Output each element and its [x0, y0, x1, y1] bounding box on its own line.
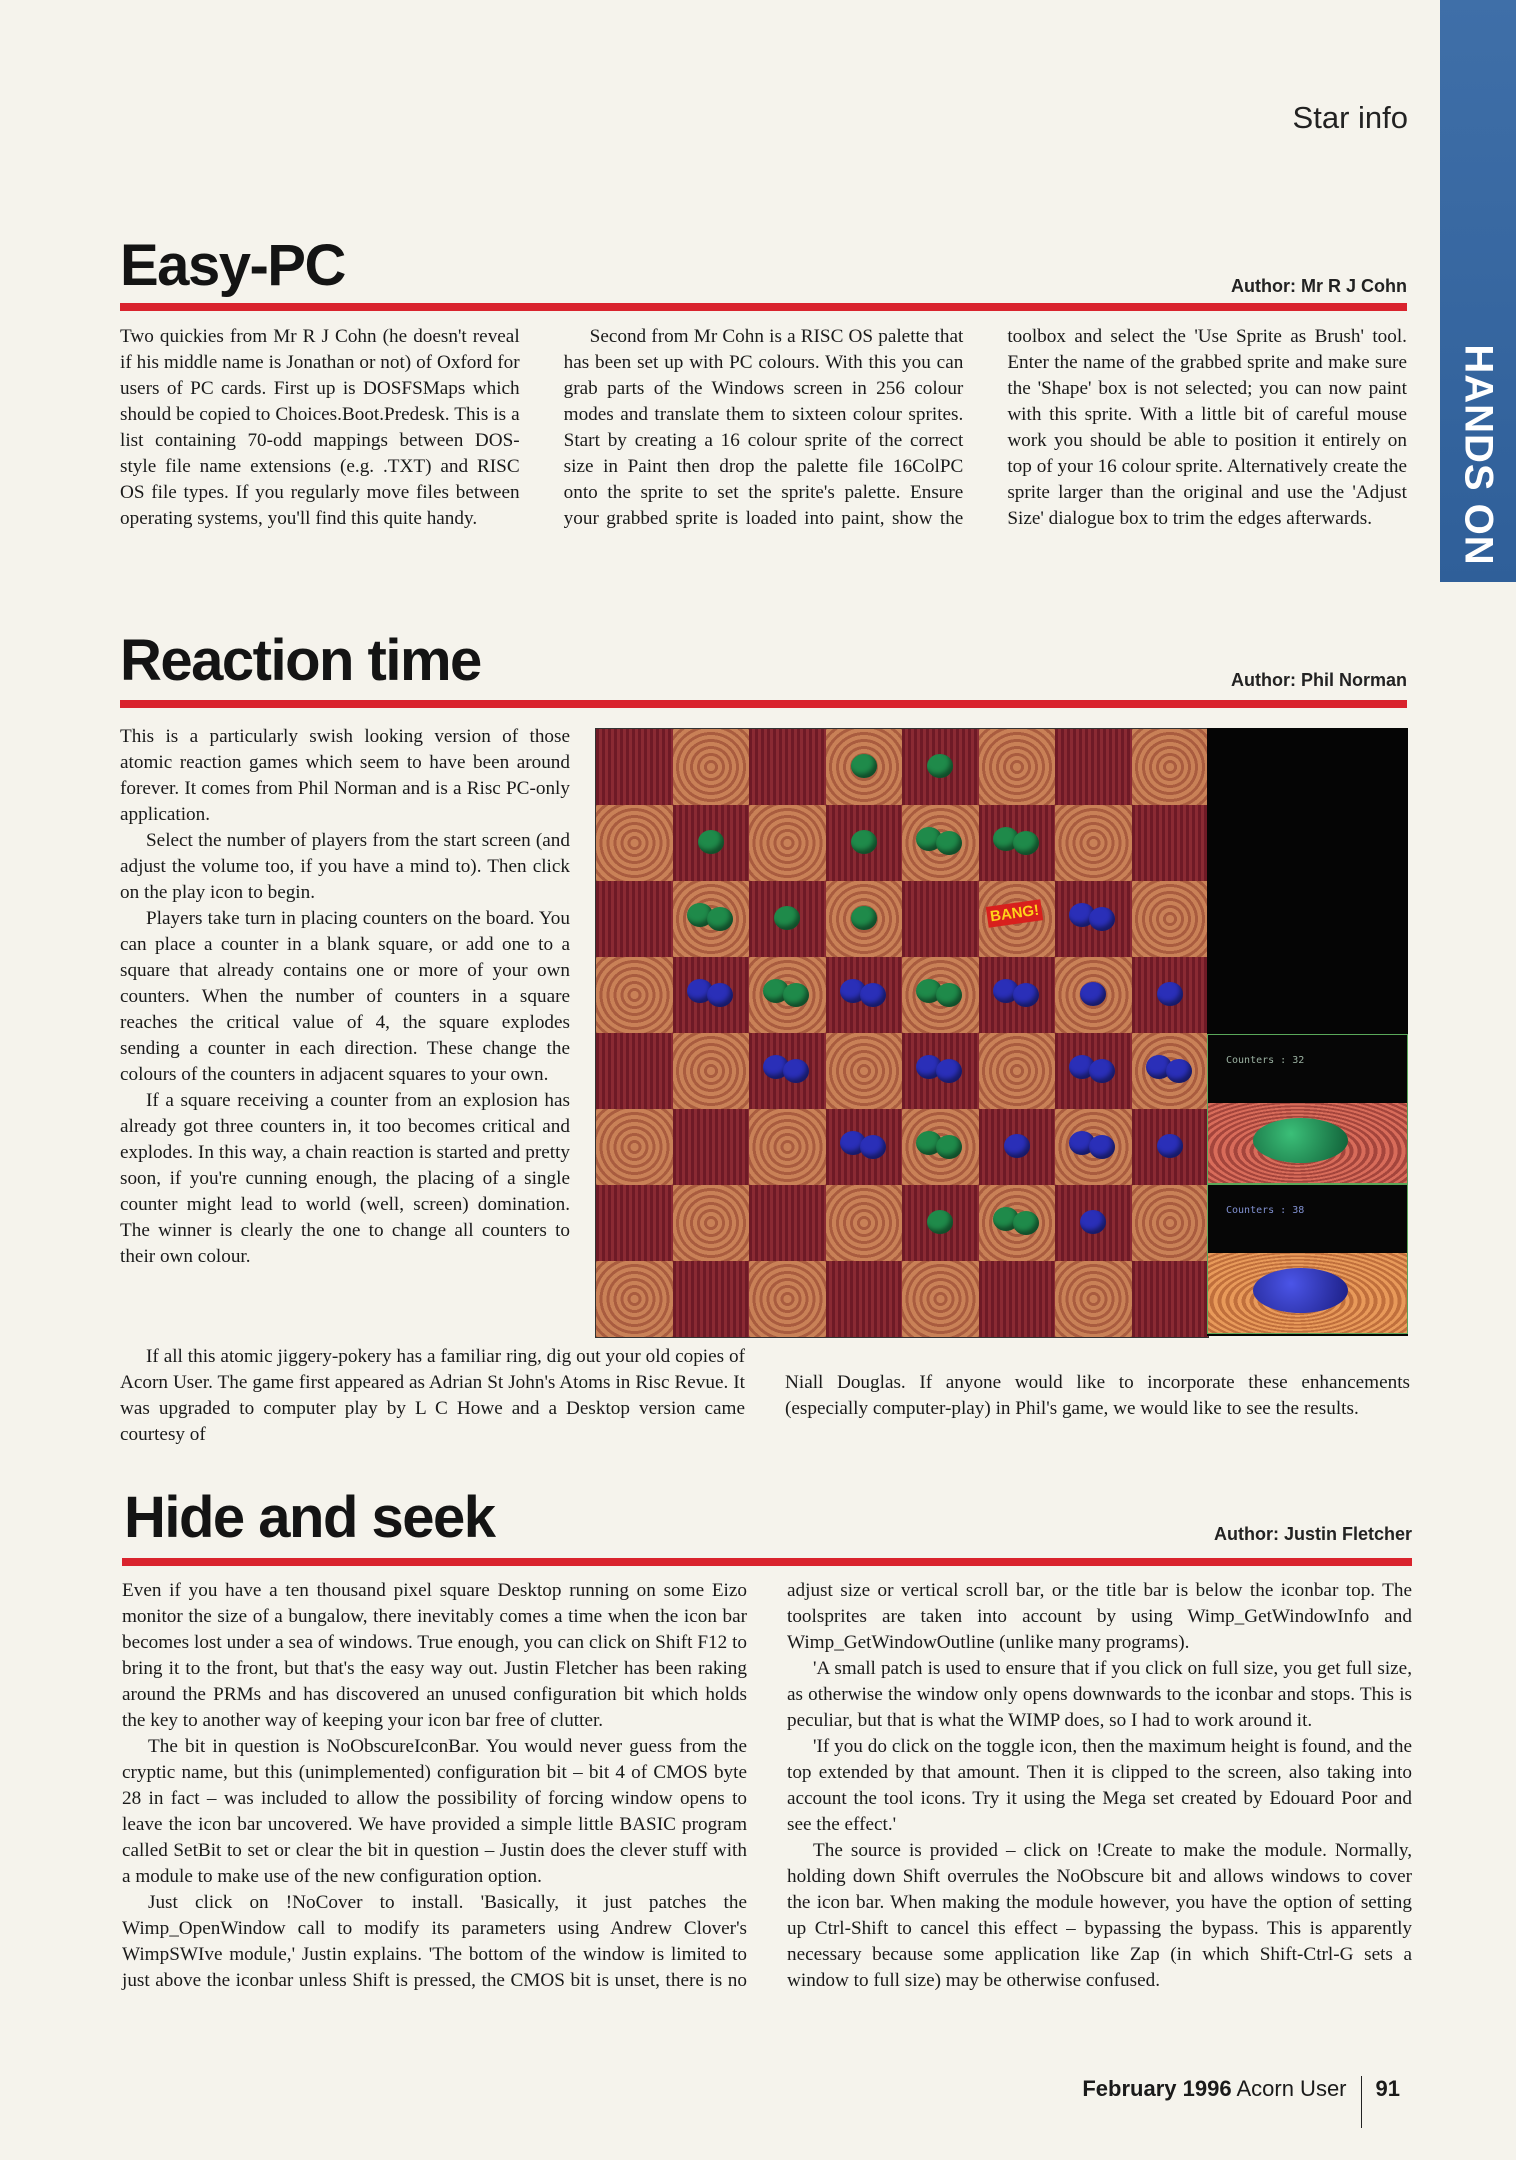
board-cell [1132, 805, 1209, 881]
game-board-screenshot [595, 728, 1209, 1338]
board-cell [826, 729, 903, 805]
board-cell [1132, 881, 1209, 957]
article-body-reaction-bottom-left [120, 1344, 745, 1448]
article-body-easy-pc [120, 324, 1407, 532]
section-label: Star info [1292, 100, 1408, 135]
board-cell [826, 1261, 903, 1337]
board-cell [673, 881, 750, 957]
paragraph: 'A small patch is used to ensure that if you click on full size, you get full size, as otherwise the window only opens downwards to the iconbar and stops. This is peculiar, but that is what the WIMP does, so I had to work around it. [787, 1658, 1412, 1731]
player2-counters: Counters : 38 [1226, 1205, 1305, 1216]
author-reaction-time: Author: Phil Norman [1231, 670, 1407, 690]
board-cell [749, 1261, 826, 1337]
board-cell [673, 805, 750, 881]
article-title-reaction-time: Reaction time [120, 628, 481, 693]
board-cell [826, 1109, 903, 1185]
counter [936, 1135, 962, 1159]
board-cell [979, 957, 1056, 1033]
paragraph: Two quickies from Mr R J Cohn (he doesn't reveal if his middle name is Jonathan or not) of Oxford for users of PC cards. First up is DOSFSMaps which should be copied to Choices.Boot.Predesk. This is a list containing 70-odd mappings between DOS-style file name extensions (e.g. .TXT) and RISC OS file types. If you regularly move files between operating systems, you'll find this quite handy. [120, 326, 520, 529]
board-cell [979, 1185, 1056, 1261]
paragraph: Niall Douglas. If anyone would like to incorporate these enhancements (especially computer-play) in Phil's game, we would like to see the results. [785, 1372, 1410, 1419]
counter [1157, 1134, 1183, 1158]
board-cell [596, 957, 673, 1033]
board-cell [902, 957, 979, 1033]
article-title-easy-pc: Easy-PC [120, 233, 345, 298]
paragraph: Second from Mr Cohn is a RISC OS palette that has been set up with PC colours. With this you can grab parts of the Windows screen in 256 colour modes and translate them to sixteen colour sprites. Start by creating a 16 colour sprite of the correct size in Paint then drop the palette file 16ColPC onto the sprite to set the sprite's palette. Ensure your grabbed sprite is loaded into paint, show the toolbox and select the 'Use Sprite as Brush' tool. Enter the name of the grabbed sprite and make sure the 'Shape' box is not selected; you can now paint with this sprite. With a little bit of careful mouse work you should be able to position it entirely on top of your 16 colour sprite. Alternatively create the sprite larger than the original and use the 'Adjust Size' dialogue box to trim the edges afterwards. [563, 326, 1407, 529]
counter [1004, 1134, 1030, 1158]
board-cell [826, 805, 903, 881]
board-cell [596, 729, 673, 805]
paragraph: If a square receiving a counter from an explosion has already got three counters in, it too becomes critical and explodes. In this way, a chain reaction is started and pretty soon, if you're cunning enough, the placing of a single counter might lead to world (well, screen) domination. The winner is clearly the one to change all counters to their own colour. [120, 1090, 570, 1267]
board-cell [673, 1185, 750, 1261]
counter [1013, 831, 1039, 855]
divider-rule [120, 700, 1407, 708]
board-cell [979, 1033, 1056, 1109]
board-cell [902, 881, 979, 957]
board-cell [596, 1261, 673, 1337]
bang-explosion: BANG! [985, 899, 1043, 927]
paragraph: Select the number of players from the start screen (and adjust the volume too, if you have a mind to). Then click on the play icon to begin. [120, 830, 570, 903]
footer-divider [1361, 2076, 1362, 2128]
board-cell [1132, 1261, 1209, 1337]
counter [1089, 1135, 1115, 1159]
paragraph: If all this atomic jiggery-pokery has a familiar ring, dig out your old copies of Acorn User. The game first appeared as Adrian St John's Atoms in Risc Revue. It was upgraded to computer play by L C Howe and a Desktop version came courtesy of [120, 1346, 745, 1445]
counter [1089, 1059, 1115, 1083]
paragraph: The source is provided – click on !Create to make the module. Normally, holding down Shift overrules the NoObscure bit and allows windows to cover the icon bar. When making the module however, you have the option of setting up Ctrl-Shift to cancel this effect – bypassing the bypass. This is apparently necessary because some application like Zap (in which Shift-Ctrl-G sets a window to full size) may be otherwise confused. [787, 1840, 1412, 1991]
board-cell [1132, 729, 1209, 805]
counter [1157, 982, 1183, 1006]
tab-label: HANDS ON [1456, 344, 1501, 566]
board-cell [749, 1185, 826, 1261]
board-cell [1055, 805, 1132, 881]
counter [927, 754, 953, 778]
player1-panel [1207, 1034, 1408, 1184]
board-cell [979, 805, 1056, 881]
board-cell [673, 1033, 750, 1109]
board-cell [1055, 1109, 1132, 1185]
board-cell [1132, 1033, 1209, 1109]
board-cell [826, 881, 903, 957]
counter [936, 1059, 962, 1083]
divider-rule [120, 303, 1407, 311]
counter [783, 983, 809, 1007]
counter [851, 906, 877, 930]
counter [1080, 1210, 1106, 1234]
board-cell [749, 1109, 826, 1185]
counter [860, 1135, 886, 1159]
counter [1013, 1211, 1039, 1235]
counter [707, 907, 733, 931]
magazine-name: Acorn User [1236, 2076, 1347, 2101]
board-cell [902, 1261, 979, 1337]
board-cell [673, 1261, 750, 1337]
board-cell [749, 805, 826, 881]
counter [1080, 982, 1106, 1006]
board-cell [596, 805, 673, 881]
player1-counters: Counters : 32 [1226, 1055, 1305, 1066]
paragraph: Players take turn in placing counters on the board. You can place a counter in a blank square, or add one to a square that already contains one or more of your own counters. When the number of counters in a square reaches the critical value of 4, the square explodes sending a counter in each direction. These change the colours of the counters in adjacent squares to your own. [120, 908, 570, 1085]
board-cell [902, 1185, 979, 1261]
board-cell [1055, 1033, 1132, 1109]
paragraph: This is a particularly swish looking version of those atomic reaction games which seem to have been around forever. It comes from Phil Norman and is a Risc PC-only application. [120, 726, 570, 825]
board-cell [902, 1033, 979, 1109]
counter [698, 830, 724, 854]
board-cell [979, 1261, 1056, 1337]
board-cell [826, 1033, 903, 1109]
author-easy-pc: Author: Mr R J Cohn [1231, 276, 1407, 296]
board-cell [749, 729, 826, 805]
counter [1089, 907, 1115, 931]
green-counter-image [1253, 1118, 1348, 1163]
board-cell [979, 881, 1056, 957]
board-cell [1055, 729, 1132, 805]
counter [927, 1210, 953, 1234]
board-cell [902, 729, 979, 805]
board-cell [826, 957, 903, 1033]
article-body-hide-and-seek [122, 1578, 1412, 1994]
divider-rule [122, 1558, 1412, 1566]
board-cell [596, 881, 673, 957]
page-number: 91 [1375, 2076, 1400, 2101]
board-cell [1132, 1185, 1209, 1261]
board-cell [902, 1109, 979, 1185]
board-cell [902, 805, 979, 881]
board-cell [673, 729, 750, 805]
board-cell [596, 1185, 673, 1261]
hands-on-tab [1440, 0, 1516, 582]
board-cell [673, 957, 750, 1033]
board-cell [1055, 881, 1132, 957]
blue-counter-image [1253, 1268, 1348, 1313]
counter [1166, 1059, 1192, 1083]
article-body-reaction-bottom-right [785, 1370, 1410, 1422]
counter [936, 983, 962, 1007]
counter [851, 754, 877, 778]
board-cell [1055, 957, 1132, 1033]
counter [774, 906, 800, 930]
board-cell [979, 729, 1056, 805]
board-cell [1055, 1261, 1132, 1337]
page-footer [900, 2076, 1400, 2128]
board-cell [596, 1033, 673, 1109]
board-cell [596, 1109, 673, 1185]
paragraph: Even if you have a ten thousand pixel square Desktop running on some Eizo monitor the size of a bungalow, there inevitably comes a time when the icon bar becomes lost under a sea of windows. True enough, you can click on Shift F12 to bring it to the front, but that's the easy way out. Justin Fletcher has been raking around the PRMs and has discovered an unused configuration bit which holds the key to another way of keeping your icon bar free of clutter. [122, 1580, 747, 1731]
board-cell [1055, 1185, 1132, 1261]
board-cell [673, 1109, 750, 1185]
counter [936, 831, 962, 855]
board-cell [1132, 957, 1209, 1033]
paragraph: Just click on !NoCover to install. 'Basically, it just patches the Wimp_OpenWindow call to modify its parameters using Andrew Clover's WimpSWIve module,' Justin explains. 'The bottom of the window is limited to just above the iconbar unless Shift is pressed, the CMOS bit is unset, there is no adjust size or vertical scroll bar, or the title bar is below the iconbar top. The toolsprites are taken into account by using Wimp_GetWindowInfo and Wimp_GetWindowOutline (unlike many programs). [122, 1580, 1412, 1991]
author-hide-and-seek: Author: Justin Fletcher [1213, 1524, 1412, 1544]
counter [1013, 983, 1039, 1007]
player2-panel [1207, 1184, 1408, 1334]
paragraph: The bit in question is NoObscureIconBar. You would never guess from the cryptic name, but this (unimplemented) configuration bit – bit 4 of CMOS byte 28 in fact – was included to allow the possibility of forcing window opens to leave the icon bar uncovered. We have provided a simple little BASIC program called SetBit to set or clear the bit in question – Justin does the clever stuff with a module to make use of the new configuration option. [122, 1736, 747, 1887]
issue-date: February 1996 [1082, 2076, 1232, 2101]
counter [783, 1059, 809, 1083]
board-cell [826, 1185, 903, 1261]
counter [707, 983, 733, 1007]
counter [851, 830, 877, 854]
article-body-reaction-left [120, 724, 570, 1270]
paragraph: 'If you do click on the toggle icon, then the maximum height is found, and the top extended by that amount. Then it is clipped to the screen, also taking into account the tool icons. Try it using the Mega set created by Edouard Poor and see the effect.' [787, 1736, 1412, 1835]
counter [860, 983, 886, 1007]
article-title-hide-and-seek: Hide and seek [124, 1485, 495, 1550]
board-cell [979, 1109, 1056, 1185]
board-cell [749, 1033, 826, 1109]
board-cell [749, 881, 826, 957]
game-score-panel [1207, 728, 1408, 1336]
board-cell [1132, 1109, 1209, 1185]
board-cell [749, 957, 826, 1033]
